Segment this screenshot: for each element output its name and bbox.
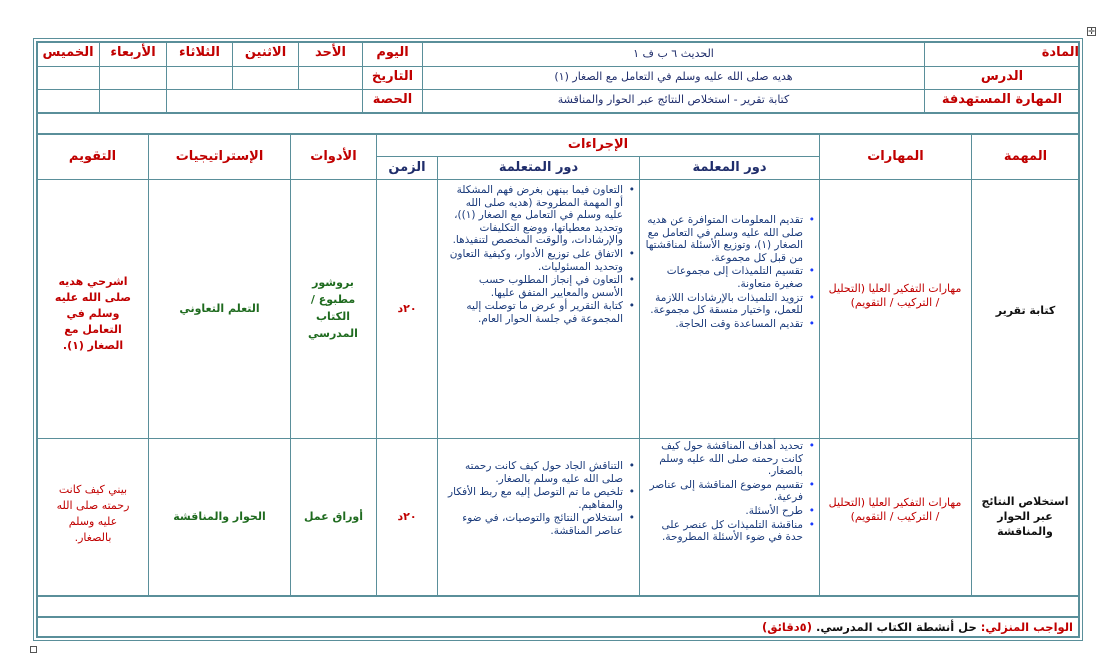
list-item: • التناقش الجاد حول كيف كانت رحمته صلى الله عليه وسلم بالصغار. [447, 460, 623, 485]
row2-teacher-list [645, 440, 817, 545]
list-item: • مناقشة التلميذات كل عنصر على حدة في ضوء الأسئلة المطروحة. [645, 519, 803, 544]
row2-strategy: الحوار والمناقشة [173, 510, 266, 523]
list-item: • تلخيص ما تم التوصل إليه مع ربط الأفكار والمفاهيم. [447, 486, 623, 511]
list-item: • تقسيم التلميذات إلى مجموعات صغيرة متعاونة. [645, 265, 803, 290]
subject-label: المادة [1041, 45, 1079, 60]
header-strategies: الإستراتيجيات [175, 149, 264, 164]
day-monday: الاثنين [244, 45, 287, 60]
lesson-plan-table [33, 38, 1083, 641]
target-skill-label: المهارة المستهدفة [941, 92, 1063, 107]
skill-title: كتابة تقرير - استخلاص النتائج عبر الحوار والمناقشة [557, 93, 790, 106]
header-procedures: الإجراءات [567, 137, 629, 152]
list-item: • كتابة التقرير أو عرض ما توصلت إليه المجموعة في جلسة الحوار العام. [447, 300, 623, 325]
list-item: • التعاون في إنجاز المطلوب حسب الأسس والمعايير المتفق عليها. [447, 274, 623, 299]
list-item: • طرح الأسئلة. [645, 505, 803, 518]
row2-time: ٢٠د [397, 510, 417, 523]
row1-teacher-list [645, 214, 817, 331]
resize-handle-icon[interactable] [30, 646, 37, 653]
list-item: • تقديم المعلومات المتوافرة عن هديه صلى الله عليه وسلم في التعامل مع الصغار (١)، وتوزيع الأسئلة لمناقشتها من قبل كل مجموعة. [645, 214, 803, 264]
row1-evaluation: اشرحي هديه صلى الله عليه وسلم في التعامل مع الصغار (١). [54, 275, 132, 352]
list-item: • استخلاص النتائج والتوصيات، في ضوء عناصر المناقشة. [447, 512, 623, 537]
day-wednesday: الأربعاء [110, 45, 156, 60]
list-item: • تقسيم موضوع المناقشة إلى عناصر فرعية. [645, 479, 803, 504]
list-item: • الاتفاق على توزيع الأدوار، وكيفية التعاون وتحديد المسئوليات. [447, 248, 623, 273]
spacer-row-bottom [37, 596, 1079, 617]
date-label: التاريخ [371, 69, 414, 84]
list-item: • التعاون فيما بينهن بغرض فهم المشكلة أو المهمة المطروحة (هديه صلى الله عليه وسلم في التعامل مع الصغار (١))، وتحديد معطياتها، ووضع التكليفات والإرشادات، والوقت المخصص لتنفيذها. [447, 184, 623, 247]
list-item: • تزويد التلميذات بالإرشادات اللازمة للعمل، واختيار منسقة كل مجموعة. [645, 292, 803, 317]
header-student-role: دور المتعلمة [498, 160, 579, 175]
header-time: الزمن [388, 160, 426, 175]
header-skills: المهارات [867, 149, 924, 164]
list-item: • تقديم المساعدة وقت الحاجة. [645, 318, 803, 331]
lesson-label: الدرس [980, 69, 1024, 84]
row1-strategy: التعلم التعاوني [179, 302, 260, 315]
list-item: • تحديد أهداف المناقشة حول كيف كانت رحمته صلى الله عليه وسلم بالصغار. [645, 440, 803, 478]
row2-skills: مهارات التفكير العليا (التحليل / التركيب / التقويم) [828, 496, 962, 523]
homework-duration: (٥دقائق) [761, 620, 812, 634]
row2-tools: أوراق عمل [303, 510, 364, 523]
day-label: اليوم [376, 45, 409, 60]
move-handle-icon[interactable]: ✛ [1088, 27, 1095, 36]
row1-time: ٢٠د [397, 302, 417, 315]
row2-evaluation: بيني كيف كانت رحمته صلى الله عليه وسلم بالصغار. [56, 483, 130, 544]
row1-tools: بروشور مطبوع / الكتاب المدرسي [308, 276, 358, 340]
homework-line [37, 620, 1073, 634]
header-tools: الأدوات [310, 149, 357, 164]
header-teacher-role: دور المعلمة [692, 160, 767, 175]
lesson-code: الحديث ٦ ب ف ١ [633, 47, 714, 60]
row2-task: استخلاص النتائج عبر الحوار والمناقشة [981, 495, 1069, 538]
row1-task: كتابة تقرير [995, 304, 1056, 317]
row2-student-list [447, 460, 637, 539]
homework-label: الواجب المنزلي: [980, 620, 1073, 634]
header-task: المهمة [1003, 149, 1048, 164]
header-evaluation: التقويم [68, 149, 117, 164]
homework-text: حل أنشطة الكتاب المدرسي. [815, 620, 977, 634]
day-thursday: الخميس [42, 45, 94, 60]
day-sunday: الأحد [314, 45, 346, 60]
row1-student-list [447, 184, 637, 327]
lesson-title: هديه صلى الله عليه وسلم في التعامل مع الصغار (١) [554, 70, 793, 83]
day-tuesday: الثلاثاء [179, 45, 220, 60]
period-label: الحصة [372, 92, 413, 107]
row1-skills: مهارات التفكير العليا (التحليل / التركيب / التقويم) [828, 282, 962, 309]
spacer-row [37, 113, 1079, 134]
